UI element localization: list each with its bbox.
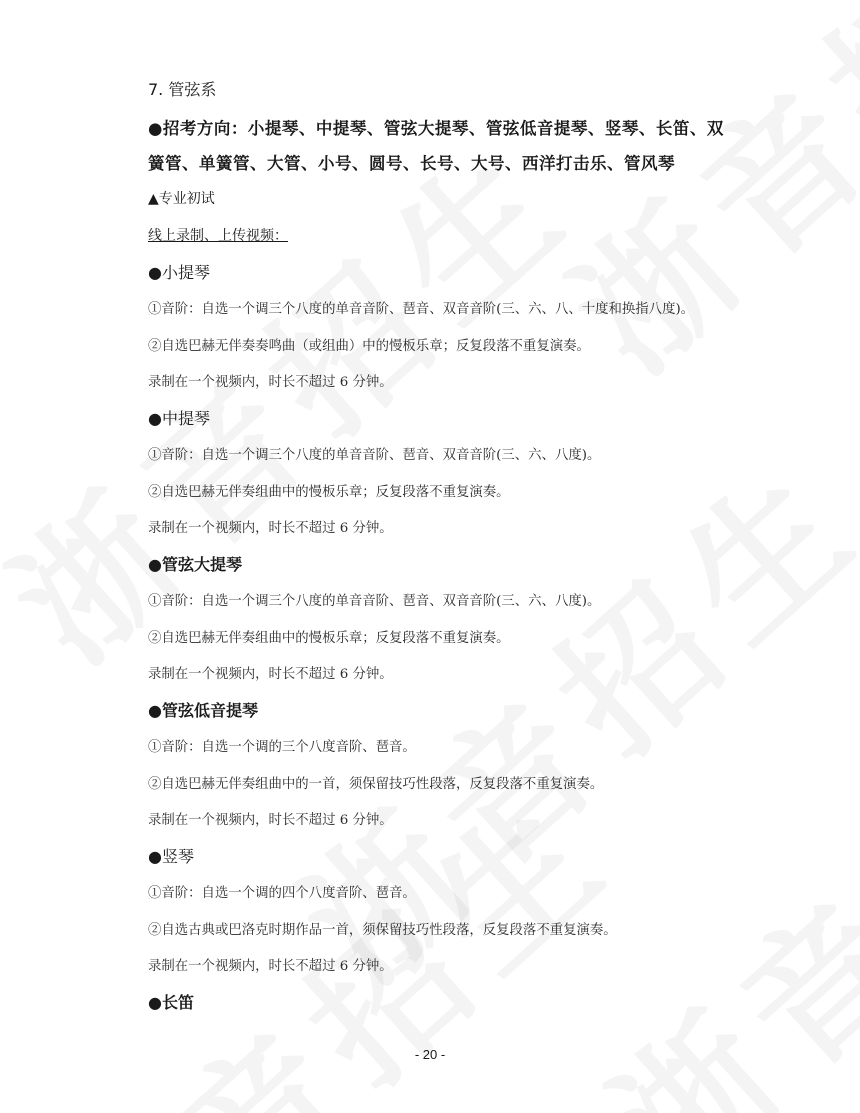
watermark-text bbox=[560, 605, 860, 1113]
instrument-heading: ●中提琴 bbox=[148, 409, 210, 428]
requirement-text: ①音阶：自选一个调的四个八度音阶、琶音。 bbox=[148, 886, 416, 901]
requirement-text: ①音阶：自选一个调三个八度的单音音阶、琶音、双音音阶(三、六、八、十度和换指八度)。 bbox=[148, 302, 695, 317]
instrument-heading: ●管弦大提琴 bbox=[148, 555, 242, 574]
requirement-text: 录制在一个视频内，时长不超过 6 分钟。 bbox=[148, 375, 393, 390]
requirement-text: ②自选巴赫无伴奏组曲中的慢板乐章；反复段落不重复演奏。 bbox=[148, 485, 510, 500]
page-number: - 20 - bbox=[414, 1047, 446, 1062]
requirement-text: ②自选巴赫无伴奏组曲中的慢板乐章；反复段落不重复演奏。 bbox=[148, 631, 510, 646]
subsection-heading: ▲专业初试 bbox=[148, 191, 215, 207]
instrument-heading: ●长笛 bbox=[148, 993, 194, 1012]
requirement-text: 录制在一个视频内，时长不超过 6 分钟。 bbox=[148, 813, 393, 828]
requirement-text: ①音阶：自选一个调的三个八度音阶、琶音。 bbox=[148, 740, 416, 755]
requirement-text: ①音阶：自选一个调三个八度的单音音阶、琶音、双音音阶(三、六、八度)。 bbox=[148, 594, 601, 609]
instrument-heading: ●竖琴 bbox=[148, 847, 194, 866]
online-note: 线上录制、上传视频： bbox=[148, 228, 288, 244]
requirement-text: 录制在一个视频内，时长不超过 6 分钟。 bbox=[148, 959, 393, 974]
requirement-text: 录制在一个视频内，时长不超过 6 分钟。 bbox=[148, 667, 393, 682]
requirement-text: ②自选巴赫无伴奏奏鸣曲（或组曲）中的慢板乐章；反复段落不重复演奏。 bbox=[148, 339, 590, 354]
requirement-text: ②自选古典或巴洛克时期作品一首，须保留技巧性段落，反复段落不重复演奏。 bbox=[148, 923, 617, 938]
direction-line-1: ●招考方向：小提琴、中提琴、管弦大提琴、管弦低音提琴、竖琴、长笛、双 bbox=[148, 119, 724, 138]
instrument-heading: ●小提琴 bbox=[148, 263, 210, 282]
section-title: 7. 管弦系 bbox=[148, 80, 217, 99]
direction-line-2: 簧管、单簧管、大管、小号、圆号、长号、大号、西洋打击乐、管风琴 bbox=[148, 154, 675, 173]
requirement-text: ②自选巴赫无伴奏组曲中的一首，须保留技巧性段落，反复段落不重复演奏。 bbox=[148, 777, 604, 792]
requirement-text: ①音阶：自选一个调三个八度的单音音阶、琶音、双音音阶(三、六、八度)。 bbox=[148, 448, 601, 463]
requirement-text: 录制在一个视频内，时长不超过 6 分钟。 bbox=[148, 521, 393, 536]
instrument-heading: ●管弦低音提琴 bbox=[148, 701, 258, 720]
